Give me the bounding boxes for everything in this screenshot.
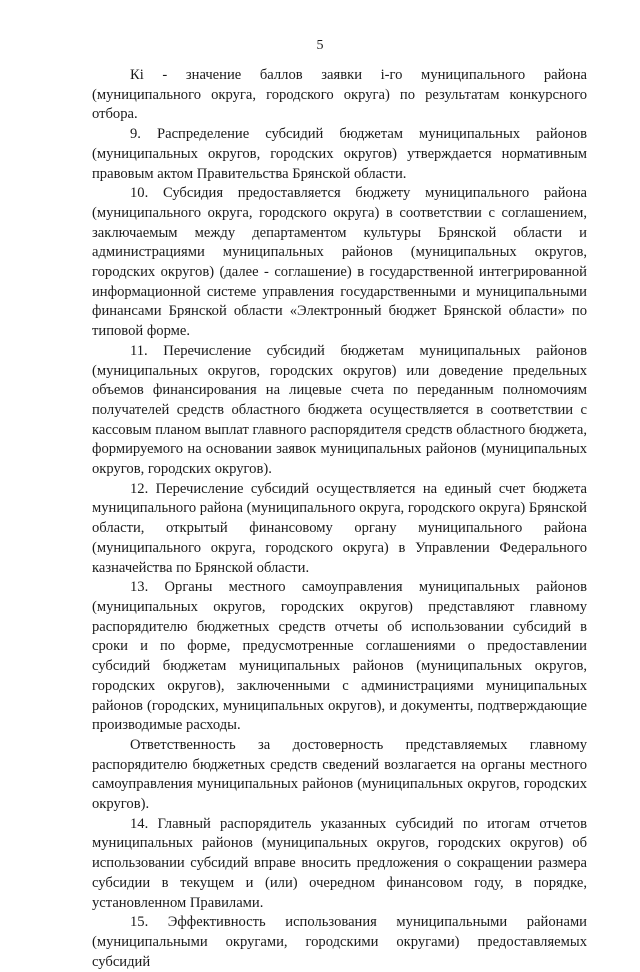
paragraph-14: 14. Главный распорядитель указанных субсидий по итогам отчетов муниципальных районов (муниципальных округов, городских округов) об использовании субсидий вправе вносить предложения о сокращении размера субсидии в текущем и (или) очередном финансовом году, в порядке, установленном Правилами. xyxy=(92,815,587,911)
page-number: 5 xyxy=(316,38,324,53)
paragraph-9: 9. Распределение субсидий бюджетам муниципальных районов (муниципальных округов, городских округов) утверждается нормативным правовым актом Правительства Брянской области. xyxy=(92,126,587,182)
document-body xyxy=(92,66,587,972)
paragraph-13-responsibility: Ответственность за достоверность представляемых главному распорядителю бюджетных средств сведений возлагается на органы местного самоуправления муниципальных районов (муниципальных округов, городских округов). xyxy=(92,736,587,813)
paragraph-ki-definition: Кi - значение баллов заявки i-го муниципального района (муниципального округа, городского округа) по результатам конкурсного отбора. xyxy=(92,67,587,123)
paragraph-15: 15. Эффективность использования муниципальными районами (муниципальными округами, городскими округами) предоставляемых субсидий xyxy=(92,914,587,970)
paragraph-10: 10. Субсидия предоставляется бюджету муниципального района (муниципального округа, городского округа) в соответствии с соглашением, заключаемым между департаментом культуры Брянской области и администрациями муниципальных районов (муниципальных округов, городских округов) (далее - соглашение) в государственной интегрированной информационной системе управления государственными и муниципальными финансами Брянской области «Электронный бюджет Брянской области» по типовой форме. xyxy=(92,185,587,340)
paragraph-12: 12. Перечисление субсидий осуществляется на единый счет бюджета муниципального района (муниципального округа, городского округа) Брянской области, открытый финансовому органу муниципального района (муниципального округа, городского округа) в Управлении Федерального казначейства по Брянской области. xyxy=(92,480,587,576)
paragraph-13: 13. Органы местного самоуправления муниципальных районов (муниципальных округов, городских округов) представляют главному распорядителю бюджетных средств отчеты об использовании субсидий в сроки и по форме, предусмотренные соглашениями о предоставлении субсидий бюджетам муниципальных районов (муниципальных округов, городских округов), заключенными с администрациями муниципальных районов (городских, муниципальных округов), и документы, подтверждающие производимые расходы. xyxy=(92,579,587,734)
paragraph-11: 11. Перечисление субсидий бюджетам муниципальных районов (муниципальных округов, городских округов) или доведение предельных объемов финансирования на лицевые счета по переданным полномочиям получателей средств областного бюджета осуществляется в соответствии с кассовым планом выплат главного распорядителя средств областного бюджета, формируемого на основании заявок муниципальных районов (муниципальных округов, городских округов). xyxy=(92,342,587,478)
